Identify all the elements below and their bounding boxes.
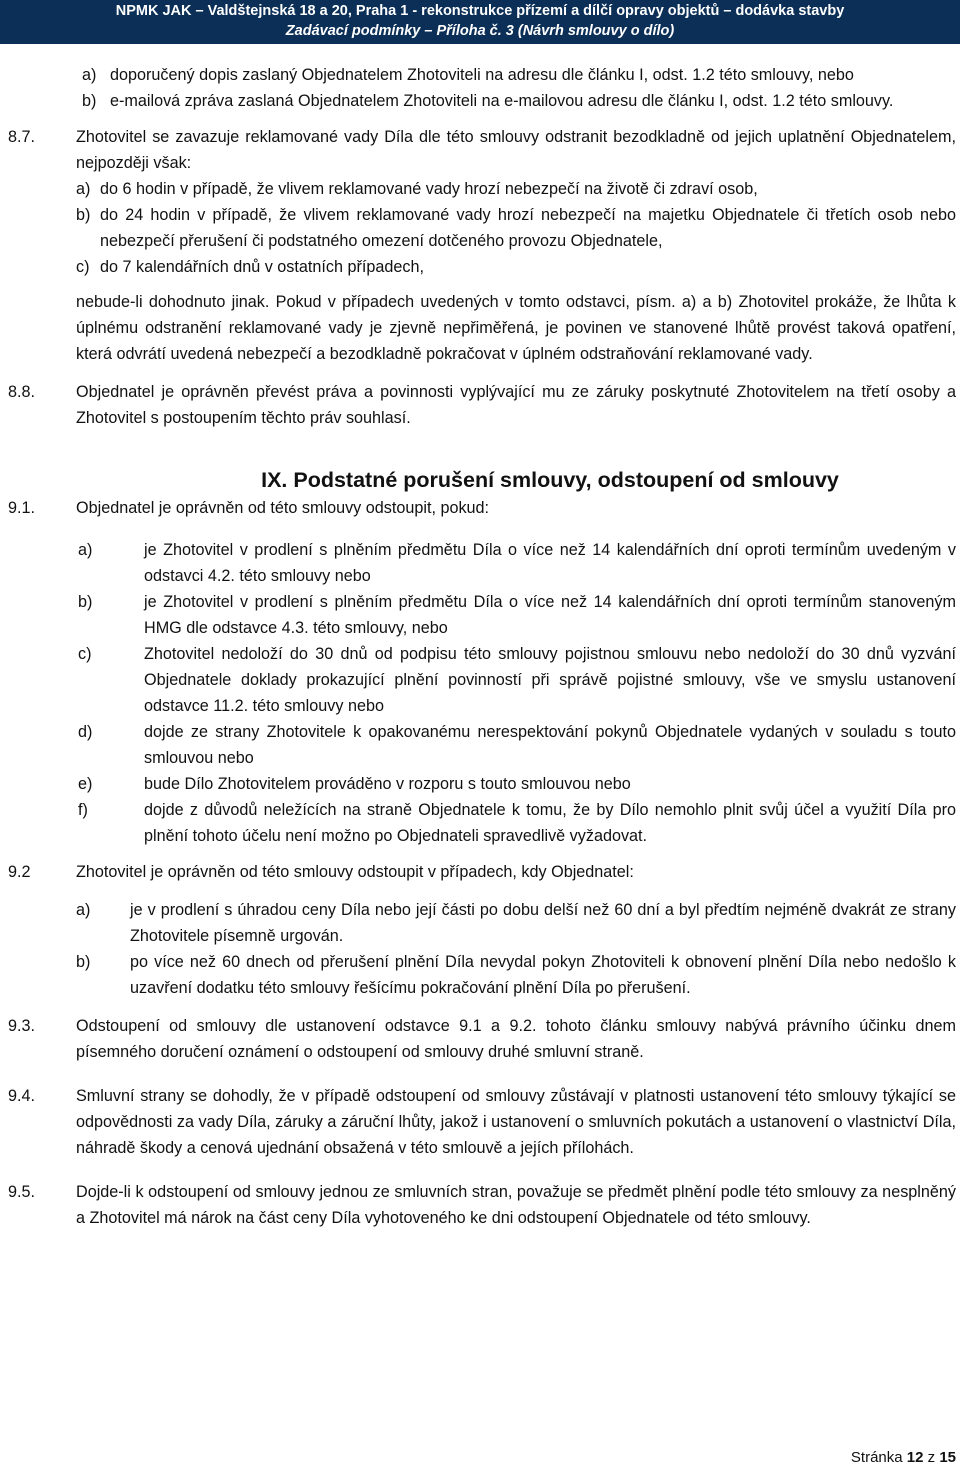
item-label: b): [82, 92, 97, 110]
item-text: doporučený dopis zaslaný Objednatelem Zhotoviteli na adresu dle článku I, odst. 1.2 této smlouvy, nebo: [110, 66, 854, 84]
section-number: 8.8.: [8, 383, 36, 401]
item-label: a): [76, 180, 91, 198]
list-item: [76, 254, 956, 280]
section-9-4: [0, 1083, 960, 1161]
section-8-7: [0, 124, 960, 367]
section-9-2: [0, 859, 960, 1001]
item-label: b): [78, 593, 93, 611]
item-label: d): [78, 723, 93, 741]
list-item: [76, 897, 956, 949]
section-number: 9.3.: [8, 1017, 36, 1035]
section-number: 9.5.: [8, 1183, 36, 1201]
section-text: Smluvní strany se dohodly, že v případě odstoupení od smlouvy zůstávají v platnosti ustanovení této smlouvy týkající se odpovědnosti za vady Díla, záruky a záruční lhůty, jakož i ustanovení o smluvních pokutách a ustanovení o vlastnictví Díla, náhradě škody a cenová ujednání obsažená v této smlouvě a jejích přílohách.: [76, 1087, 956, 1157]
list-item: [78, 537, 956, 589]
section-intro: Objednatel je oprávněn od této smlouvy odstoupit, pokud:: [76, 499, 490, 517]
item-label: c): [76, 258, 90, 276]
list-item: [78, 771, 956, 797]
section-9-3: [0, 1013, 960, 1065]
footer-page-total: 15: [939, 1449, 956, 1466]
list-item: [78, 641, 956, 719]
item-label: a): [82, 66, 97, 84]
page-content: [0, 62, 960, 1231]
section-number: 9.2: [8, 863, 31, 881]
item-text: je Zhotovitel v prodlení s plněním předmětu Díla o více než 14 kalendářních dní oproti termínům uvedeným v odstavci 4.2. této smlouvy nebo: [144, 541, 956, 585]
item-text: po více než 60 dnech od přerušení plnění Díla nevydal pokyn Zhotoviteli k obnovení plnění Díla nebo nedošlo k uzavření dodatku této smlouvy řešícímu pokračování plnění Díla po přerušení.: [130, 953, 956, 997]
item-label: f): [78, 801, 88, 819]
list-item: [76, 202, 956, 254]
item-text: Zhotovitel nedoloží do 30 dnů od podpisu této smlouvy pojistnou smlouvu nebo nedoloží do 30 dnů vyzvání Objednatele doklady prokazující plnění povinností při správě pojistné smlouvy, vše ve smyslu ustanovení odstavce 11.2. této smlouvy nebo: [144, 645, 956, 715]
item-text: e-mailová zpráva zaslaná Objednatelem Zhotoviteli na e-mailovou adresu dle článku I, odst. 1.2 této smlouvy.: [110, 92, 894, 110]
page-footer: [851, 1448, 956, 1468]
item-text: je Zhotovitel v prodlení s plněním předmětu Díla o více než 14 kalendářních dní oproti termínům stanoveným HMG dle odstavce 4.3. této smlouvy, nebo: [144, 593, 956, 637]
section-number: 9.1.: [8, 499, 36, 517]
section-intro: Zhotovitel se zavazuje reklamované vady Díla dle této smlouvy odstranit bezodkladně od jejich uplatnění Objednatelem, nejpozději však:: [76, 128, 956, 172]
item-label: e): [78, 775, 93, 793]
item-text: dojde ze strany Zhotovitele k opakovanému nerespektování pokynů Objednatele vydaných v souladu s touto smlouvou nebo: [144, 723, 956, 767]
header-line-1: NPMK JAK – Valdštejnská 18 a 20, Praha 1 - rekonstrukce přízemí a dílčí opravy objektů – dodávka stavby: [115, 3, 845, 19]
footer-page-number: 12: [906, 1449, 924, 1466]
header-line-2: Zadávací podmínky – Příloha č. 3 (Návrh smlouvy o dílo): [285, 23, 675, 39]
item-text: do 24 hodin v případě, že vlivem reklamované vady hrozí nebezpečí na majetku Objednatele či třetích osob nebo nebezpečí přerušení či podstatného omezení dotčeného provozu Objednatele,: [100, 206, 956, 250]
section-9-5: [0, 1179, 960, 1231]
item-label: b): [76, 953, 91, 971]
list-item: [76, 62, 956, 88]
section-9-1: [0, 495, 960, 849]
section-text: Objednatel je oprávněn převést práva a povinnosti vyplývající mu ze záruky poskytnuté Zhotovitelem na třetí osoby a Zhotovitel s postoupením těchto práv souhlasí.: [76, 383, 956, 427]
item-text: bude Dílo Zhotovitelem prováděno v rozporu s touto smlouvou nebo: [144, 775, 631, 793]
footer-prefix: Stránka: [850, 1449, 903, 1466]
list-item: [76, 176, 956, 202]
footer-separator: z: [927, 1449, 936, 1466]
item-label: c): [78, 645, 92, 663]
section-closing: nebude-li dohodnuto jinak. Pokud v případech uvedených v tomto odstavci, písm. a) a b) Zhotovitel prokáže, že lhůta k úplnému odstranění reklamované vady je zjevně nepřiměřená, je povinen ve stanovené lhůtě provést taková opatření, která odvrátí uvedená nebezpečí a bezodkladně pokračovat v úplném odstraňování reklamované vady.: [76, 293, 956, 363]
list-item: [78, 719, 956, 771]
item-text: dojde z důvodů neležících na straně Objednatele k tomu, že by Dílo nemohlo plnit svůj účel a využití Díla pro plnění tohoto účelu není možno po Objednateli spravedlivě vyžadovat.: [144, 801, 956, 845]
item-text: do 7 kalendářních dnů v ostatních případech,: [100, 258, 424, 276]
section-number: 8.7.: [8, 128, 36, 146]
section-text: Dojde-li k odstoupení od smlouvy jednou ze smluvních stran, považuje se předmět plnění podle této smlouvy za nesplněný a Zhotovitel má nárok na část ceny Díla vyhotoveného ke dni odstoupení Objednatele od této smlouvy.: [76, 1183, 956, 1227]
document-header: [0, 0, 960, 44]
article-heading: IX. Podstatné porušení smlouvy, odstoupení od smlouvy: [261, 468, 839, 492]
list-item: [78, 589, 956, 641]
top-list: [76, 62, 956, 114]
section-intro: Zhotovitel je oprávněn od této smlouvy odstoupit v případech, kdy Objednatel:: [76, 863, 634, 881]
item-label: a): [76, 901, 91, 919]
section-8-8: [0, 379, 960, 431]
list-item: [78, 797, 956, 849]
item-label: a): [78, 541, 93, 559]
item-text: do 6 hodin v případě, že vlivem reklamované vady hrozí nebezpečí na životě či zdraví osob,: [100, 180, 758, 198]
section-text: Odstoupení od smlouvy dle ustanovení odstavce 9.1 a 9.2. tohoto článku smlouvy nabývá právního účinku dnem písemného doručení oznámení o odstoupení od smlouvy druhé smluvní straně.: [76, 1017, 956, 1061]
section-number: 9.4.: [8, 1087, 36, 1105]
item-label: b): [76, 206, 91, 224]
list-item: [76, 88, 956, 114]
list-item: [76, 949, 956, 1001]
item-text: je v prodlení s úhradou ceny Díla nebo její části po dobu delší než 60 dní a byl předtím nejméně dvakrát ze strany Zhotovitele písemně urgován.: [130, 901, 956, 945]
